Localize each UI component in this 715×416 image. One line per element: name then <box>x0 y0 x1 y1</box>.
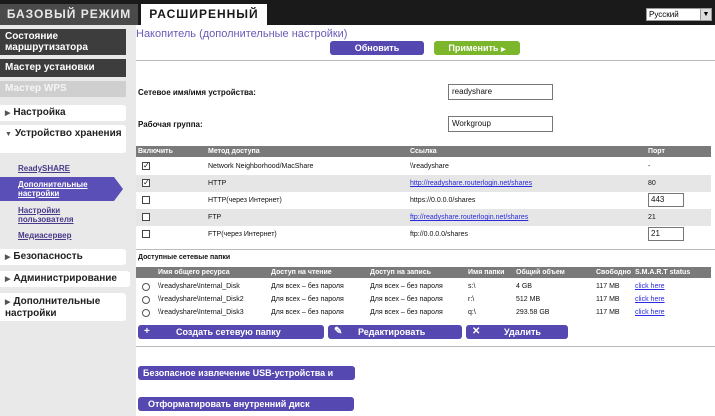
smart-status-link[interactable]: click here <box>635 309 665 316</box>
sidebar-sub-user-settings[interactable]: Настройки пользователя <box>18 206 74 224</box>
column-header: Включить <box>138 148 173 155</box>
create-share-button[interactable] <box>138 325 324 339</box>
sidebar-item-setup-wizard[interactable]: Мастер установки <box>0 59 126 77</box>
shares-section-label: Доступные сетевые папки <box>138 254 231 261</box>
column-header: Доступ на чтение <box>271 269 332 276</box>
access-port: 21 <box>648 214 656 221</box>
delete-share-label: Удалить <box>504 327 541 337</box>
access-method: FTP(через Интернет) <box>208 231 277 238</box>
sidebar-item-storage[interactable] <box>0 125 126 153</box>
share-write: Для всех – без пароля <box>370 309 443 316</box>
divider <box>136 60 715 61</box>
access-link: \\readyshare <box>410 163 449 170</box>
sidebar-sub-advanced[interactable]: Дополнительные настройки <box>0 177 114 201</box>
share-read: Для всех – без пароля <box>271 283 344 290</box>
sidebar-item-router-status[interactable]: Состояние маршрутизатора <box>0 29 126 55</box>
workgroup-label: Рабочая группа: <box>138 120 203 129</box>
triangle-right-icon: ▶ <box>5 110 11 117</box>
share-total: 293.58 GB <box>516 309 550 316</box>
sidebar-item-label: Администрирование <box>13 273 117 284</box>
arrow-right-icon: ▶ <box>500 47 506 53</box>
access-port: 80 <box>648 180 656 187</box>
share-read: Для всех – без пароля <box>271 309 344 316</box>
language-value: Русский <box>649 10 679 19</box>
top-bar <box>0 0 715 25</box>
column-header: Ссылка <box>410 148 437 155</box>
share-total: 512 MB <box>516 296 541 303</box>
safe-eject-button[interactable]: Безопасное извлечение USB-устройства и <box>138 366 355 380</box>
pencil-icon: ✎ <box>334 326 343 337</box>
column-header: Метод доступа <box>208 148 260 155</box>
edit-share-label: Редактировать <box>358 327 426 337</box>
share-free: 117 MB <box>596 283 620 290</box>
share-free: 117 MB <box>596 296 620 303</box>
access-method: FTP <box>208 214 222 221</box>
sidebar-item-label: Безопасность <box>13 251 83 262</box>
access-link: https://0.0.0.0/shares <box>410 197 476 204</box>
share-radio[interactable] <box>142 309 150 317</box>
divider <box>136 249 715 250</box>
sidebar <box>0 25 136 416</box>
access-link[interactable]: ftp://readyshare.routerlogin.net/shares <box>410 214 529 221</box>
sidebar-item-advanced-setup[interactable] <box>0 293 126 321</box>
table-row <box>136 293 711 306</box>
access-method: HTTP <box>208 180 227 187</box>
shares-table-header <box>136 267 711 278</box>
language-select[interactable] <box>646 8 712 21</box>
edit-share-button[interactable] <box>328 325 462 339</box>
smart-status-link[interactable]: click here <box>635 296 665 303</box>
format-disk-button[interactable]: Отформатировать внутренний диск <box>138 397 354 411</box>
share-radio[interactable] <box>142 283 150 291</box>
sidebar-item-wps-wizard[interactable]: Мастер WPS <box>0 81 126 97</box>
share-name: \\readyshare\Internal_Disk3 <box>158 309 244 316</box>
share-folder: q:\ <box>468 309 476 316</box>
refresh-button[interactable]: Обновить <box>330 41 424 55</box>
share-free: 117 MB <box>596 309 620 316</box>
enable-checkbox[interactable]: ✓ <box>143 178 150 187</box>
smart-status-link[interactable]: click here <box>635 283 665 290</box>
table-row <box>136 158 711 175</box>
close-icon: ✕ <box>472 326 481 337</box>
create-share-label: Создать сетевую папку <box>176 327 281 337</box>
apply-button-label: Применить <box>448 43 499 53</box>
access-method: HTTP(через Интернет) <box>208 197 282 204</box>
enable-checkbox[interactable] <box>142 196 150 204</box>
table-row <box>136 192 711 209</box>
sidebar-item-security[interactable] <box>0 249 126 265</box>
table-row <box>136 306 711 319</box>
table-row <box>136 226 711 243</box>
sidebar-item-label: Настройка <box>13 107 66 118</box>
column-header: Общий объем <box>516 269 565 276</box>
sidebar-item-label: Дополнительные настройки <box>5 296 101 319</box>
apply-button[interactable] <box>434 41 520 55</box>
sidebar-item-administration[interactable] <box>0 271 130 287</box>
tab-basic-mode[interactable]: БАЗОВЫЙ РЕЖИМ <box>0 4 138 25</box>
page-title: Накопитель (дополнительные настройки) <box>136 28 348 40</box>
device-name-label: Сетевое имя/имя устройства: <box>138 88 256 97</box>
access-table-header <box>136 146 711 157</box>
column-header: Свободно <box>596 269 631 276</box>
workgroup-input[interactable]: Workgroup <box>448 116 553 132</box>
share-radio[interactable] <box>142 296 150 304</box>
share-folder: s:\ <box>468 283 476 290</box>
share-name: \\readyshare\Internal_Disk <box>158 283 240 290</box>
enable-checkbox[interactable] <box>142 213 150 221</box>
sidebar-item-setup[interactable] <box>0 105 126 121</box>
sidebar-sub-media-server[interactable]: Медиасервер <box>18 231 72 240</box>
sidebar-item-label: Устройство хранения <box>14 128 122 139</box>
access-method: Network Neighborhood/MacShare <box>208 163 314 170</box>
access-link[interactable]: http://readyshare.routerlogin.net/shares <box>410 180 533 187</box>
triangle-right-icon: ▶ <box>5 254 11 261</box>
triangle-right-icon: ▶ <box>5 299 11 306</box>
share-total: 4 GB <box>516 283 532 290</box>
port-input[interactable]: 21 <box>648 227 684 241</box>
triangle-right-icon: ▶ <box>5 276 11 283</box>
share-folder: r:\ <box>468 296 475 303</box>
plus-icon: + <box>144 326 150 337</box>
share-write: Для всех – без пароля <box>370 296 443 303</box>
table-row <box>136 209 711 226</box>
column-header: Порт <box>648 148 665 155</box>
divider <box>136 346 715 347</box>
device-name-input[interactable]: readyshare <box>448 84 553 100</box>
share-name: \\readyshare\Internal_Disk2 <box>158 296 244 303</box>
table-row <box>136 175 711 192</box>
triangle-down-icon: ▼ <box>5 131 12 138</box>
table-row <box>136 280 711 293</box>
main-content <box>136 25 715 416</box>
column-header: Имя общего ресурса <box>158 269 230 276</box>
access-port: - <box>648 163 651 170</box>
delete-share-button[interactable] <box>466 325 568 339</box>
enable-checkbox[interactable] <box>142 230 150 238</box>
sidebar-sub-readyshare[interactable]: ReadySHARE <box>18 164 71 173</box>
port-input[interactable]: 443 <box>648 193 684 207</box>
share-write: Для всех – без пароля <box>370 283 443 290</box>
share-read: Для всех – без пароля <box>271 296 344 303</box>
column-header: Доступ на запись <box>370 269 431 276</box>
enable-checkbox[interactable]: ✓ <box>143 161 150 170</box>
tab-advanced-mode[interactable]: РАСШИРЕННЫЙ <box>141 4 267 26</box>
column-header: Имя папки <box>468 269 505 276</box>
access-link: ftp://0.0.0.0/shares <box>410 231 468 238</box>
column-header: S.M.A.R.T status <box>635 269 691 276</box>
chevron-down-icon: ▼ <box>700 9 711 20</box>
